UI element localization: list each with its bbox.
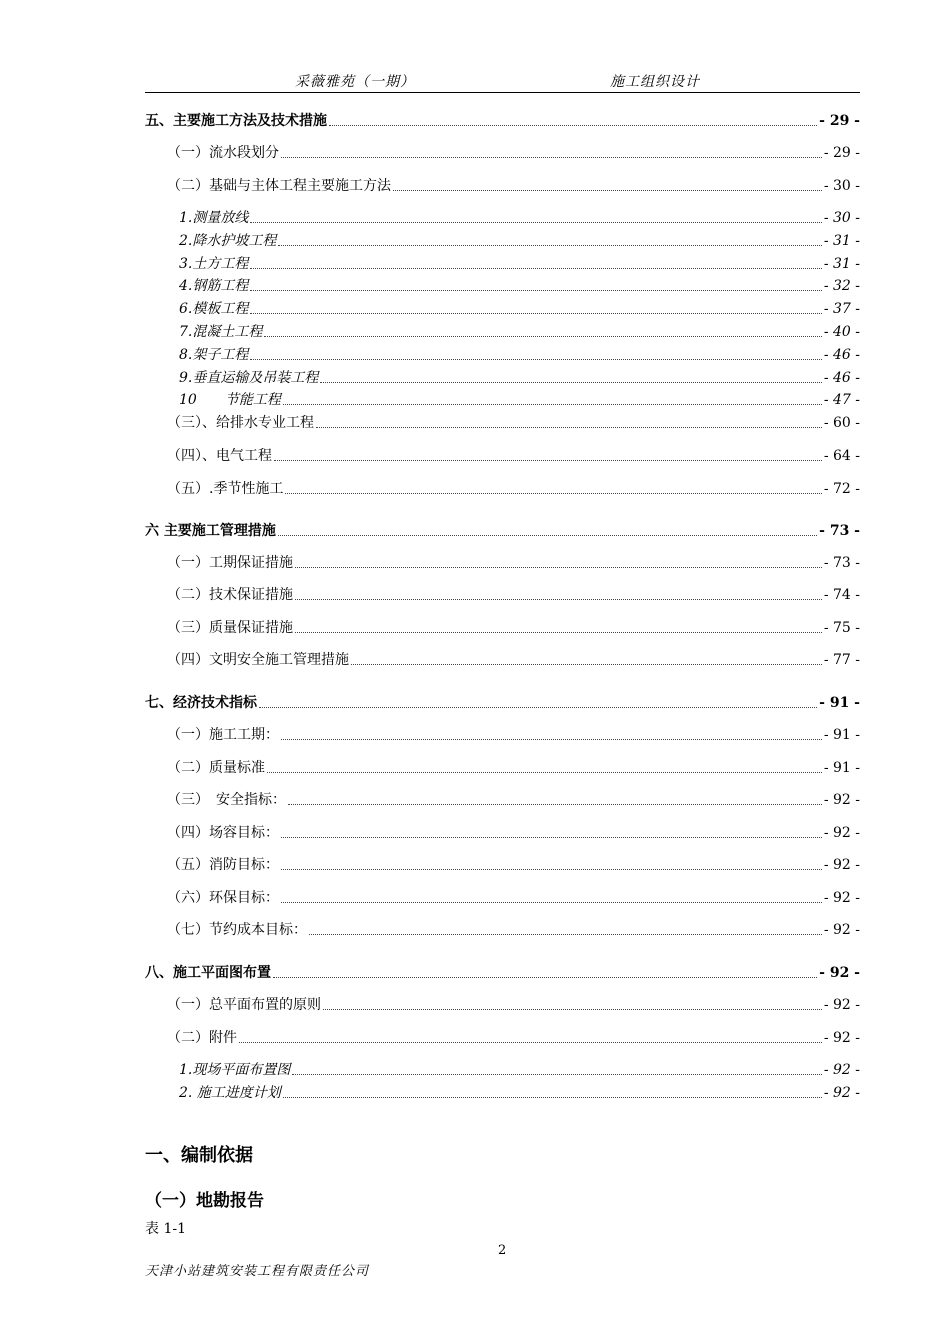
toc-entry[interactable] [145, 112, 860, 130]
toc-entry-title: （一）工期保证措施 [167, 555, 293, 571]
toc-entry-title: （二）附件 [167, 1030, 237, 1046]
toc-entry-title: 10 节能工程 [179, 392, 281, 408]
toc-entry-title: （一）总平面布置的原则 [167, 997, 321, 1013]
toc-entry-page: - 77 - [823, 652, 860, 668]
toc-entry[interactable] [145, 1061, 860, 1079]
toc-entry-page: - 92 - [823, 922, 860, 938]
toc-entry-title: （一）流水段划分 [167, 145, 279, 161]
toc-entry[interactable] [145, 447, 860, 465]
toc-entry[interactable] [145, 554, 860, 572]
toc-entry[interactable] [145, 889, 860, 907]
toc-entry-title: （三） 安全指标： [167, 792, 286, 808]
page-number: 2 [498, 1243, 507, 1258]
toc-entry[interactable] [145, 694, 860, 712]
toc-entry-page: - 92 - [823, 890, 860, 906]
toc-dot-leader [295, 632, 822, 633]
toc-entry-title: （三）质量保证措施 [167, 620, 293, 636]
toc-entry-title: （六）环保目标： [167, 890, 279, 906]
toc-dot-leader [274, 460, 822, 461]
toc-dot-leader [281, 902, 822, 903]
toc-entry[interactable] [145, 255, 860, 273]
toc-entry-page: - 31 - [823, 256, 860, 272]
toc-dot-leader [288, 804, 822, 805]
toc-entry[interactable] [145, 824, 860, 842]
toc-entry-title: 1.测量放线 [179, 210, 249, 226]
page-header [145, 68, 860, 93]
toc-entry-page: - 74 - [823, 587, 860, 603]
toc-entry-page: - 92 - [823, 825, 860, 841]
toc-dot-leader [259, 707, 817, 708]
toc-entry-page: - 46 - [823, 370, 860, 386]
toc-entry-page: - 37 - [823, 301, 860, 317]
toc-entry-page: - 92 - [823, 997, 860, 1013]
toc-entry-page: - 73 - [819, 523, 860, 539]
toc-entry-page: - 92 - [823, 792, 860, 808]
toc-entry-page: - 30 - [823, 210, 860, 226]
toc-entry-title: （五）.季节性施工 [167, 481, 284, 497]
header-project-name: 采薇雅苑（一期） [295, 74, 415, 90]
toc-entry-page: - 60 - [823, 415, 860, 431]
toc-entry-title: 4.钢筋工程 [179, 278, 249, 294]
toc-entry-page: - 73 - [823, 555, 860, 571]
toc-entry-page: - 64 - [823, 448, 860, 464]
toc-entry-page: - 91 - [823, 760, 860, 776]
toc-dot-leader [329, 125, 817, 126]
toc-dot-leader [295, 567, 822, 568]
toc-entry[interactable] [145, 964, 860, 982]
toc-entry-title: 6.模板工程 [179, 301, 249, 317]
toc-dot-leader [323, 1009, 822, 1010]
page-footer-company: 天津小站建筑安装工程有限责任公司 [145, 1264, 370, 1279]
toc-entry-title: 3.土方工程 [179, 256, 249, 272]
toc-entry-page: - 40 - [823, 324, 860, 340]
toc-entry-title: （五）消防目标： [167, 857, 279, 873]
toc-entry-title: 2.降水护坡工程 [179, 233, 277, 249]
toc-entry-title: 八、施工平面图布置 [145, 965, 271, 981]
toc-entry-title: 七、经济技术指标 [145, 695, 257, 711]
toc-entry-title: 8.架子工程 [179, 347, 249, 363]
toc-entry-page: - 91 - [819, 695, 860, 711]
toc-entry-page: - 92 - [823, 857, 860, 873]
toc-entry-page: - 29 - [819, 113, 860, 129]
toc-entry[interactable] [145, 369, 860, 387]
toc-entry[interactable] [145, 522, 860, 540]
toc-entry-title: （一）施工工期： [167, 727, 279, 743]
toc-entry-title: （四）场容目标： [167, 825, 279, 841]
toc-dot-leader [283, 404, 822, 405]
toc-entry[interactable] [145, 323, 860, 341]
toc-dot-leader [264, 336, 821, 337]
toc-dot-leader [281, 157, 822, 158]
toc-dot-leader [250, 290, 821, 291]
toc-entry-page: - 92 - [819, 965, 860, 981]
toc-entry-title: 1.现场平面布置图 [179, 1062, 291, 1078]
toc-dot-leader [267, 772, 822, 773]
toc-entry[interactable] [145, 300, 860, 318]
toc-entry-title: （三）、给排水专业工程 [167, 415, 314, 431]
toc-entry-title: （二）技术保证措施 [167, 587, 293, 603]
section-heading: 一、编制依据 [145, 1145, 253, 1166]
toc-entry[interactable] [145, 177, 860, 195]
toc-entry-page: - 29 - [823, 145, 860, 161]
toc-dot-leader [250, 313, 821, 314]
toc-entry[interactable] [145, 391, 860, 409]
toc-entry[interactable] [145, 996, 860, 1014]
toc-entry-page: - 92 - [823, 1062, 860, 1078]
toc-entry[interactable] [145, 209, 860, 227]
toc-entry[interactable] [145, 791, 860, 809]
toc-entry-title: （四）、电气工程 [167, 448, 272, 464]
toc-entry[interactable] [145, 856, 860, 874]
toc-dot-leader [250, 359, 821, 360]
toc-entry-page: - 30 - [823, 178, 860, 194]
toc-entry-title: （二）质量标准 [167, 760, 265, 776]
toc-dot-leader [351, 664, 822, 665]
toc-entry[interactable] [145, 759, 860, 777]
toc-entry[interactable] [145, 921, 860, 939]
toc-dot-leader [278, 535, 817, 536]
toc-entry[interactable] [145, 480, 860, 498]
toc-dot-leader [316, 427, 822, 428]
toc-dot-leader [295, 599, 822, 600]
toc-entry-title: 2. 施工进度计划 [179, 1085, 281, 1101]
toc-dot-leader [283, 1097, 822, 1098]
toc-entry-title: （二）基础与主体工程主要施工方法 [167, 178, 391, 194]
toc-dot-leader [292, 1074, 821, 1075]
toc-entry-title: 7.混凝土工程 [179, 324, 263, 340]
toc-dot-leader [273, 977, 817, 978]
toc-entry-page: - 92 - [823, 1085, 860, 1101]
toc-entry-title: 六 主要施工管理措施 [145, 523, 276, 539]
toc-entry-title: （七）节约成本目标： [167, 922, 307, 938]
toc-entry-page: - 72 - [823, 481, 860, 497]
toc-entry-page: - 31 - [823, 233, 860, 249]
toc-dot-leader [320, 382, 821, 383]
toc-dot-leader [250, 268, 821, 269]
toc-entry[interactable] [145, 651, 860, 669]
toc-entry-page: - 32 - [823, 278, 860, 294]
toc-entry[interactable] [145, 144, 860, 162]
toc-entry[interactable] [145, 346, 860, 364]
toc-dot-leader [393, 190, 822, 191]
toc-entry-title: （四）文明安全施工管理措施 [167, 652, 349, 668]
toc-entry[interactable] [145, 1029, 860, 1047]
subsection-heading: （一）地勘报告 [145, 1191, 264, 1211]
toc-dot-leader [281, 869, 822, 870]
toc-entry-page: - 46 - [823, 347, 860, 363]
toc-dot-leader [281, 739, 822, 740]
toc-entry-page: - 47 - [823, 392, 860, 408]
table-label: 表 1-1 [145, 1221, 186, 1237]
toc-entry[interactable] [145, 277, 860, 295]
toc-entry[interactable] [145, 619, 860, 637]
header-doc-title: 施工组织设计 [610, 74, 700, 90]
toc-entry[interactable] [145, 726, 860, 744]
toc-dot-leader [239, 1042, 822, 1043]
toc-entry-page: - 92 - [823, 1030, 860, 1046]
toc-entry-title: 9.垂直运输及吊装工程 [179, 370, 319, 386]
toc-entry[interactable] [145, 586, 860, 604]
toc-entry-page: - 91 - [823, 727, 860, 743]
toc-dot-leader [278, 245, 821, 246]
toc-dot-leader [250, 222, 821, 223]
toc-entry-title: 五、主要施工方法及技术措施 [145, 113, 327, 129]
toc-entry-page: - 75 - [823, 620, 860, 636]
toc-entry[interactable] [145, 1084, 860, 1102]
toc-entry[interactable] [145, 414, 860, 432]
toc-dot-leader [281, 837, 822, 838]
toc-dot-leader [285, 493, 821, 494]
toc-dot-leader [309, 934, 822, 935]
toc-entry[interactable] [145, 232, 860, 250]
